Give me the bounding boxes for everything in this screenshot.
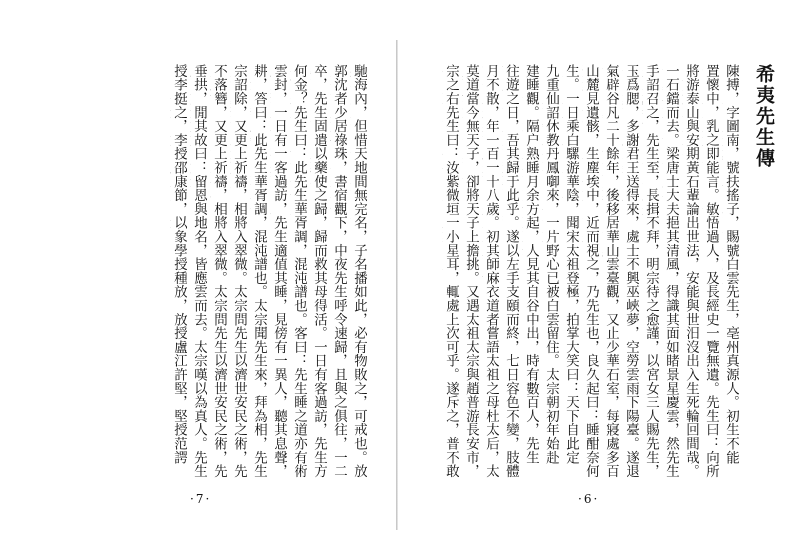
left-page [0, 0, 396, 558]
text-column: 手詔召之，先生至，長揖不拜，明宗待之愈謹，以宮女三人賜先生， [643, 64, 659, 478]
page-number: ·6· [578, 492, 600, 506]
text-column: 一石鐺而去。梁唐士大夫挹其清風，得識其面如睹景星慶雲，然先生 [663, 64, 679, 478]
text-column: 何金？先生曰：此先生華胥調，混沌譜也。客曰：先生睡之道亦有術 [291, 64, 307, 478]
text-column: 陳搏，字圖南，號扶搖子，賜號白雲先生，亳州真源人。初生不能 [723, 64, 739, 465]
text-column: 往遊之日，吾其歸于此乎。遂以左手支頤而終，七日容色不變，肢體 [503, 64, 519, 478]
text-column: 授李挺之，李授邵康節，以象學授種放，放授盧江許堅，堅授范諤 [171, 64, 187, 465]
text-column: 宗詔除，又更上祈禱，相將入翠微。太宗問先生以濟世安民之術，先 [231, 64, 247, 478]
text-column: 卒，先生固遣以藥使之歸，歸而救其母得活。一日有客過訪，先生方 [311, 64, 327, 478]
text-column: 垂拱，閒其故曰：留恩與地名，皆應雲而去。太宗嘆以為真人。先生 [191, 64, 207, 478]
right-page [398, 0, 793, 558]
text-column: 不落簪，又更上祈禱，相將入翠微。太宗問先生以濟世安民之術，先 [211, 64, 227, 478]
text-column: 置懷中，乳之即能言。敏悟過人，及長經史一覽無遺。先生曰：向所 [703, 64, 719, 478]
text-column: 九重仙詔休教丹鳳啣來，一片野心已被白雲留住。太宗朝初年始赴 [543, 64, 559, 465]
text-column: 氣辟谷凡二十餘年，後移居華山雲臺觀，又止少華石室，每寢處多百 [603, 64, 619, 478]
text-column: 宗之右先生曰：汝紫微垣一小星耳，輒處上次可乎。遂斥之，普不敢 [443, 64, 459, 478]
text-column: 玉爲腮，多謝君王送得來，處士不興巫峽夢，空勞雲雨下陽臺。遂退 [623, 64, 639, 478]
text-column: 生。一日乘白騾游華陰，聞宋太祖登極，拍掌大笑曰：天下自此定 [563, 64, 579, 465]
chapter-title: 希夷先生傳 [753, 64, 775, 169]
text-column: 郭沈者少居祿珠，書宿觀下，中夜先生呼令速歸，且與之俱往，一二 [331, 64, 347, 478]
text-column: 山麓見遺骸，生塵埃中，近而視之，乃先生也，良久起曰：睡酣奈何 [583, 64, 599, 478]
text-column: 月不散，年一百一十八歲。初其師麻衣道者嘗語太祖之母杜太后，太 [483, 64, 499, 478]
text-column: 莫道當今無天子，卻將天子上擔挑。又遇太祖太宗與趙普游長安市， [463, 64, 479, 478]
text-column: 將游泰山與安期黃石輩論出世法，安能與世汨沒出入生死輪回間哉。 [683, 64, 699, 478]
text-column: 耕，答曰：此先生華胥調，混沌譜也。太宗聞先生來，拜為相，先生 [251, 64, 267, 478]
text-column: 建睡觀。隔户熟睡月余方起，人見其自谷中出，時有數百人，先生 [523, 64, 539, 465]
text-column: 馳海內，但惜天地間無完名，子名播如此，必有物敗之，可戒也。放 [351, 64, 367, 478]
page-number: ·7· [190, 492, 212, 506]
text-column: 雲封，一日有一客過訪，先生適值其睡，見傍有一異人，聽其息聲， [271, 64, 287, 478]
